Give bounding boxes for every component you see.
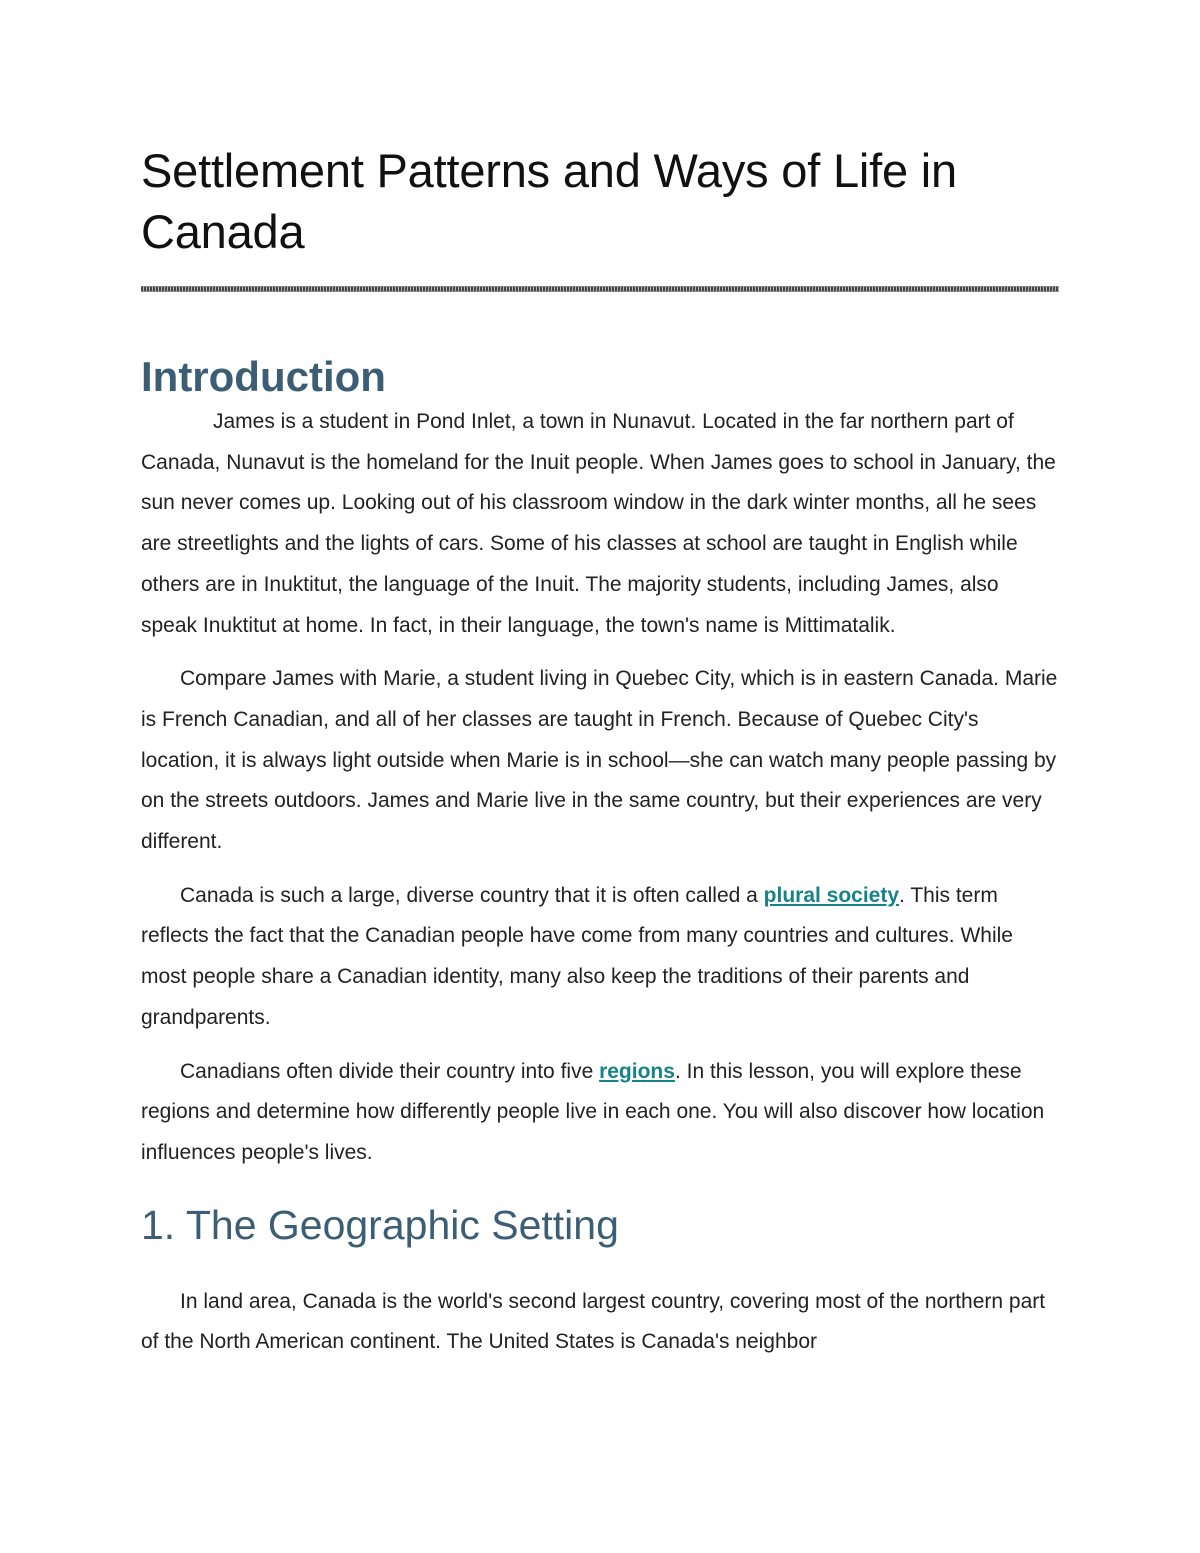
intro-paragraph-2: Compare James with Marie, a student living in Quebec City, which is in eastern Canada. Marie is French Canadian, and all of her classes are taught in French. Because of Quebec City's location, it is always light outside when Marie is in school—she can watch many people passing by on the streets outdoors. James and Marie live in the same country, but their experiences are very different.: [141, 667, 1058, 854]
paragraph-text: Canadians often divide their country into five: [180, 1059, 600, 1083]
section-1-heading: 1. The Geographic Setting: [141, 1201, 619, 1248]
paragraph-text: Canada is such a large, diverse country that it is often called a: [180, 883, 764, 907]
intro-paragraph-4: [141, 1052, 1059, 1174]
title-divider: [141, 286, 1059, 292]
introduction-heading: Introduction: [141, 353, 386, 400]
glossary-term-plural-society[interactable]: plural society: [763, 883, 900, 907]
paragraph-text: . In this lesson, you will explore these regions and determine how differently people live in each one. You will also discover how location influences people's lives.: [141, 1059, 1045, 1164]
glossary-term-regions[interactable]: regions: [599, 1059, 675, 1083]
document-content: [141, 140, 1059, 1363]
document-title: Settlement Patterns and Ways of Life in Canada: [141, 144, 957, 258]
intro-paragraph-3: [141, 876, 1059, 1039]
intro-paragraph-1: James is a student in Pond Inlet, a town in Nunavut. Located in the far northern part of Canada, Nunavut is the homeland for the Inuit people. When James goes to school in January, the sun never comes up. Looking out of his classroom window in the dark winter months, all he sees are streetlights and the lights of cars. Some of his classes at school are taught in English while others are in Inuktitut, the language of the Inuit. The majority students, including James, also speak Inuktitut at home. In fact, in their language, the town's name is Mittimatalik.: [141, 410, 1056, 637]
section-1-paragraph: In land area, Canada is the world's second largest country, covering most of the northern part of the North American continent. The United States is Canada's neighbor: [141, 1289, 1046, 1354]
paragraph-text: . This term reflects the fact that the Canadian people have come from many countries and cultures. While most people share a Canadian identity, many also keep the traditions of their parents and grandparents.: [141, 883, 1013, 1029]
